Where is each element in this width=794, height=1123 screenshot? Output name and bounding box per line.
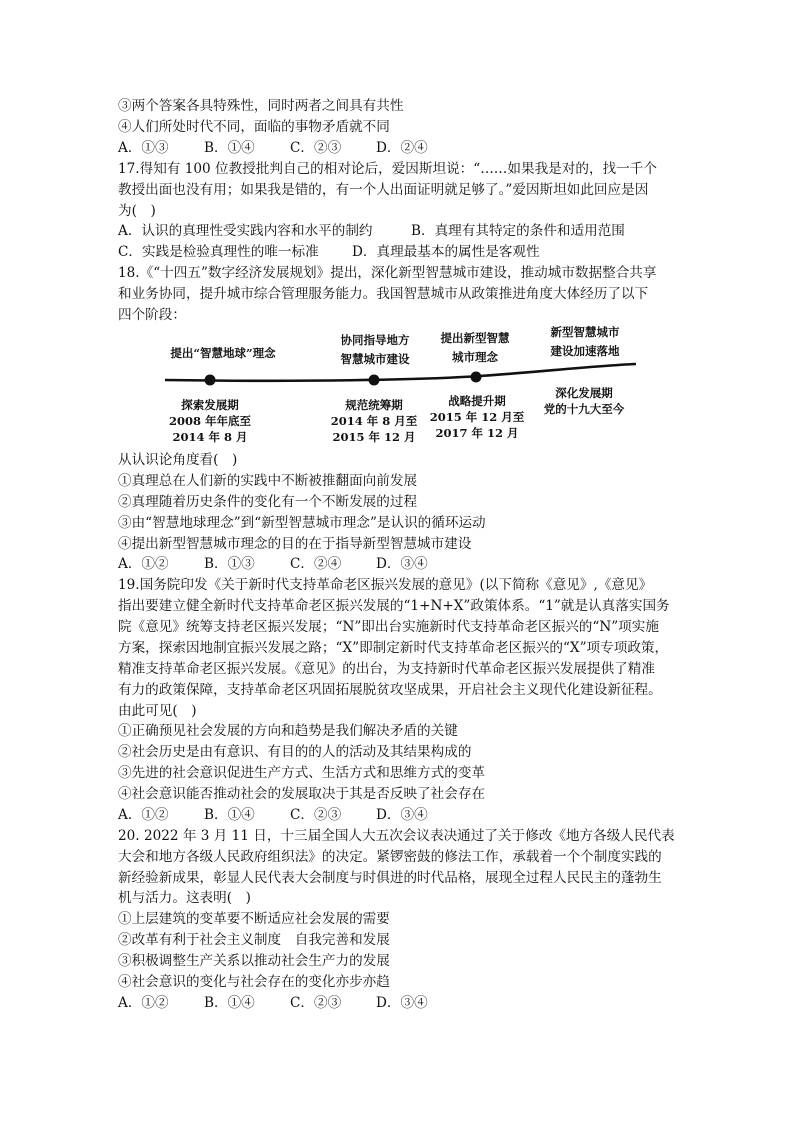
- q18-stem-line-1: 18.《“十四五”数字经济发展规划》提出，深化新型智慧城市建设，推动城市数据整合共享: [118, 265, 657, 281]
- q19-stem-line-7: 由此可见( ): [118, 703, 197, 719]
- q17-option-c[interactable]: C．实践是检验真理性的唯一标准: [118, 244, 319, 260]
- q19-stem-line-2: 指出要建立健全新时代支持革命老区振兴发展的“1+N+X”政策体系。“1”就是认真落实国务: [118, 598, 670, 614]
- q19-stem-line-5: 精准支持革命老区振兴发展。《意见》的出台，为支持新时代革命老区振兴发展提供了精准: [118, 661, 655, 677]
- q20-options: [118, 994, 428, 1013]
- q16-option-c[interactable]: C．②③: [290, 140, 342, 156]
- q16-options: [118, 139, 428, 158]
- q17-option-b[interactable]: B．真理有其特定的条件和适用范围: [411, 223, 625, 239]
- timeline-line: [165, 364, 636, 381]
- timeline-bottom-label-4: 深化发展期 党的十九大至今: [543, 386, 625, 416]
- q18-item-4: ④提出新型智慧城市理念的目的在于指导新型智慧城市建设: [118, 536, 472, 552]
- q16-option-b[interactable]: B．①④: [204, 140, 255, 156]
- q20-item-1: ①上层建筑的变革要不断适应社会发展的需要: [118, 911, 390, 927]
- q18-item-3: ③由“智慧地球理念”到“新型智慧城市理念”是认识的循环运动: [118, 515, 486, 531]
- q19-option-a[interactable]: A．①②: [118, 807, 169, 823]
- q19-stem-line-4: 方案，探索因地制宜振兴发展之路；“X”即制定新时代支持革命老区振兴的“X”项专项政策，: [118, 640, 669, 656]
- q20-stem-line-1: 20. 2022 年 3 月 11 日，十三届全国人大五次会议表决通过了关于修改《地方各级人民代表: [118, 828, 675, 844]
- timeline-top-label-4: 新型智慧城市 建设加速落地: [550, 325, 620, 358]
- q20-stem-line-2: 大会和地方各级人民政府组织法》的决定。紧锣密鼓的修法工作，承载着一个个制度实践的: [118, 849, 662, 865]
- q20-option-b[interactable]: B．①④: [204, 995, 255, 1011]
- q20-stem-line-3: 新经验新成果，彰显人民代表大会制度与时俱进的时代品格，展现全过程人民民主的蓬勃生: [118, 870, 662, 886]
- q16-item-4: ④人们所处时代不同，面临的事物矛盾就不同: [118, 119, 390, 135]
- q17-option-d[interactable]: D．真理最基本的属性是客观性: [352, 244, 540, 260]
- q16-item-3: ③两个答案各具特殊性，同时两者之间具有共性: [118, 98, 404, 114]
- q19-stem-line-6: 有力的政策保障，支持革命老区巩固拓展脱贫攻坚成果，开启社会主义现代化建设新征程。: [118, 682, 662, 698]
- timeline-top-label-1: 提出“智慧地球”理念: [170, 346, 276, 360]
- q20-item-4: ④社会意识的变化与社会存在的变化亦步亦趋: [118, 974, 390, 990]
- timeline-bottom-label-2: 规范统筹期 2014 年 8 月至 2015 年 12 月: [330, 398, 418, 444]
- timeline-dot-2: [369, 375, 380, 386]
- q18-options: [118, 555, 428, 574]
- q18-stem-line-3: 四个阶段：: [118, 307, 186, 323]
- timeline-top-label-2: 协同指导地方 智慧城市建设: [340, 333, 410, 366]
- q18-option-c[interactable]: C．②④: [290, 556, 342, 572]
- timeline-bottom-label-3: 战略提升期 2015 年 12 月至 2017 年 12 月: [429, 394, 525, 440]
- q19-item-4: ④社会意识能否推动社会的发展取决于其是否反映了社会存在: [118, 786, 486, 802]
- q18-question: 从认识论角度看( ): [118, 452, 238, 468]
- q18-item-2: ②真理随着历史条件的变化有一个不断发展的过程: [118, 494, 418, 510]
- q18-stem-line-2: 和业务协同，提升城市综合管理服务能力。我国智慧城市从政策推进角度大体经历了以下: [118, 286, 649, 302]
- q19-option-c[interactable]: C．②③: [290, 807, 342, 823]
- q17-stem-line-1: 17.得知有 100 位教授批判自己的相对论后，爱因斯坦说：“……如果我是对的，找一千个: [118, 161, 657, 177]
- timeline-dot-1: [205, 375, 216, 386]
- q16-option-d[interactable]: D．②④: [376, 140, 428, 156]
- q19-item-1: ①正确预见社会发展的方向和趋势是我们解决矛盾的关键: [118, 723, 458, 739]
- q17-stem-line-3: 为( ): [118, 203, 156, 219]
- q18-item-1: ①真理总在人们新的实践中不断被推翻面向前发展: [118, 473, 418, 489]
- q20-option-c[interactable]: C．②③: [290, 995, 342, 1011]
- q19-item-3: ③先进的社会意识促进生产方式、生活方式和思维方式的变革: [118, 765, 486, 781]
- timeline-dot-3: [471, 372, 482, 383]
- q17-options-row-2: [118, 243, 540, 262]
- q19-option-d[interactable]: D．③④: [376, 807, 428, 823]
- timeline-bottom-label-1: 探索发展期 2008 年年底至 2014 年 8 月: [168, 398, 251, 444]
- q20-option-d[interactable]: D．③④: [376, 995, 428, 1011]
- q20-item-3: ③积极调整生产关系以推动社会生产力的发展: [118, 953, 390, 969]
- q17-options-row-1: [118, 222, 625, 241]
- q20-option-a[interactable]: A．①②: [118, 995, 169, 1011]
- q16-option-a[interactable]: A．①③: [118, 140, 169, 156]
- q18-option-a[interactable]: A．①②: [118, 556, 169, 572]
- q19-stem-line-1: 19.国务院印发《关于新时代支持革命老区振兴发展的意见》(以下简称《意见》,《意见》: [118, 577, 653, 593]
- q19-options: [118, 806, 428, 825]
- timeline-top-label-3: 提出新型智慧 城市理念: [440, 331, 510, 364]
- q19-item-2: ②社会历史是由有意识、有目的的人的活动及其结果构成的: [118, 744, 472, 760]
- q20-stem-line-4: 机与活力。这表明( ): [118, 890, 251, 906]
- q18-option-b[interactable]: B．①③: [204, 556, 255, 572]
- q17-stem-line-2: 教授出面也没有用；如果我是错的，有一个人出面证明就足够了。”爱因斯坦如此回应是因: [118, 182, 649, 198]
- q18-option-d[interactable]: D．③④: [376, 556, 428, 572]
- q20-item-2: ②改革有利于社会主义制度 自我完善和发展: [118, 932, 390, 948]
- q19-stem-line-3: 院《意见》统筹支持老区振兴发展；“N”即出台实施新时代支持革命老区振兴的“N”项实施: [118, 619, 659, 635]
- q17-option-a[interactable]: A．认识的真理性受实践内容和水平的制约: [118, 223, 373, 239]
- q19-option-b[interactable]: B．①④: [204, 807, 255, 823]
